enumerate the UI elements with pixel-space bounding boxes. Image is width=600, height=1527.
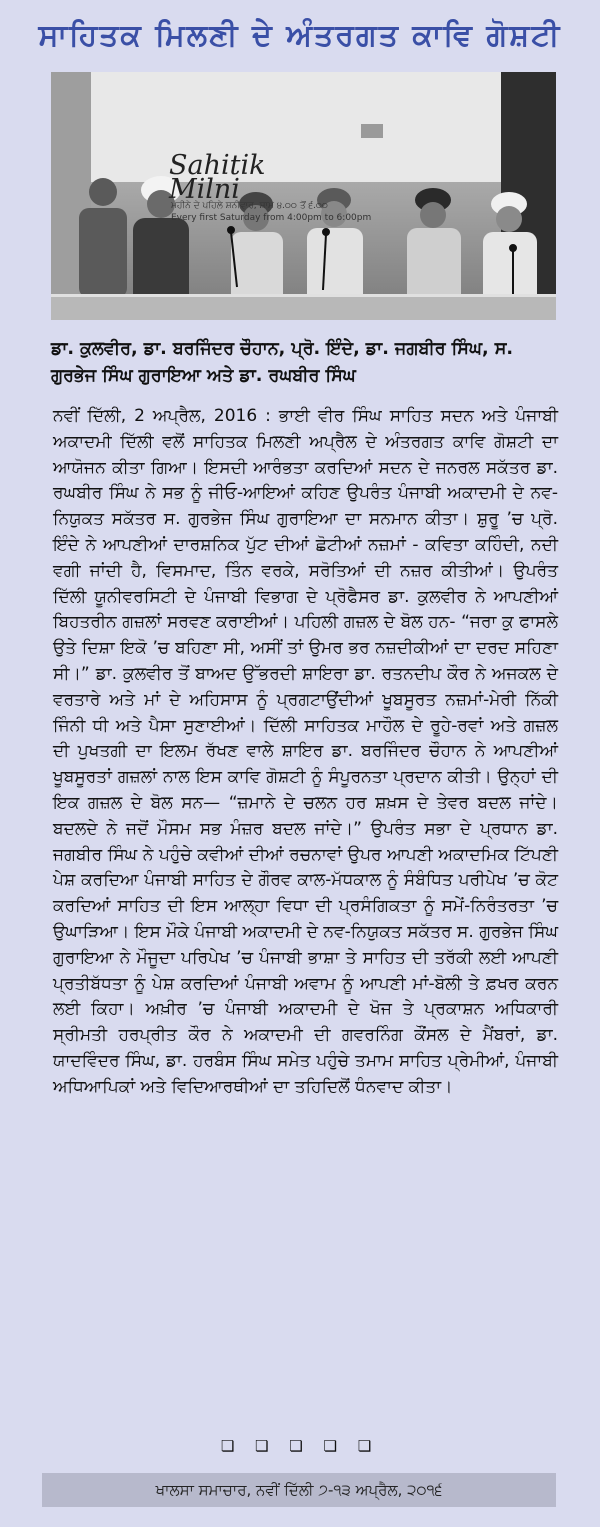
article-body bbox=[53, 404, 558, 1101]
article-text: ਭਾਈ ਵੀਰ ਸਿੰਘ ਸਾਹਿਤ ਸਦਨ ਅਤੇ ਪੰਜਾਬੀ ਅਕਾਦਮੀ ਦਿੱਲੀ ਵਲੋਂ ਸਾਹਿਤਕ ਮਿਲਣੀ ਅਪ੍ਰੈਲ ਦੇ ਅੰਤਰਗਤ ਕਾਵਿ ਗੋਸ਼ਟੀ ਦਾ ਆਯੋਜਨ ਕੀਤਾ ਗਿਆ। ਇਸਦੀ ਆਰੰਭਤਾ ਕਰਦਿਆਂ ਸਦਨ ਦੇ ਜਨਰਲ ਸਕੱਤਰ ਡਾ. ਰਘਬੀਰ ਸਿੰਘ ਨੇ ਸਭ ਨੂੰ ਜੀਓ-ਆਇਆਂ ਕਹਿਣ ਉਪਰੰਤ ਪੰਜਾਬੀ ਅਕਾਦਮੀ ਦੇ ਨਵ-ਨਿਯੁਕਤ ਸਕੱਤਰ ਸ. ਗੁਰਭੇਜ ਸਿੰਘ ਗੁਰਾਇਆ ਦਾ ਸਨਮਾਨ ਕੀਤਾ। ਸ਼ੁਰੂ ’ਚ ਪ੍ਰੋ. ਇੰਦੇ ਨੇ ਆਪਣੀਆਂ ਦਾਰਸ਼ਨਿਕ ਪੁੱਟ ਦੀਆਂ ਛੋਟੀਆਂ ਨਜ਼ਮਾਂ - ਕਵਿਤਾ ਕਹਿੰਦੀ, ਨਦੀ ਵਗੀ ਜਾਂਦੀ ਹੈ, ਵਿਸਮਾਦ, ਤਿੰਨ ਵਰਕੇ, ਸਰੋਤਿਆਂ ਦੀ ਨਜ਼ਰ ਕੀਤੀਆਂ। ਉਪਰੰਤ ਦਿੱਲੀ ਯੂਨੀਵਰਸਿਟੀ ਦੇ ਪੰਜਾਬੀ ਵਿਭਾਗ ਦੇ ਪ੍ਰੋਫੈਸਰ ਡਾ. ਕੁਲਵੀਰ ਨੇ ਆਪਣੀਆਂ ਬਿਹਤਰੀਨ ਗਜ਼ਲਾਂ ਸਰਵਣ ਕਰਾਈਆਂ। ਪਹਿਲੀ ਗਜ਼ਲ ਦੇ ਬੋਲ ਹਨ- “ਜਰਾ ਕੁ ਫਾਸਲੇ ਉਤੇ ਦਿਸ਼ਾ ਇਕੋ ’ਚ ਬਹਿਣਾ ਸੀ, ਅਸੀਂ ਤਾਂ ਉਮਰ ਭਰ ਨਜ਼ਦੀਕੀਆਂ ਦਾ ਦਰਦ ਸਹਿਣਾ ਸੀ।” ਡਾ. ਕੁਲਵੀਰ ਤੋਂ ਬਾਅਦ ਉੱਭਰਦੀ ਸ਼ਾਇਰਾ ਡਾ. ਰਤਨਦੀਪ ਕੌਰ ਨੇ ਅਜਕਲ ਦੇ ਵਰਤਾਰੇ ਅਤੇ ਮਾਂ ਦੇ ਅਹਿਸਾਸ ਨੂੰ ਪ੍ਰਗਟਾਉਂਦੀਆਂ ਖੂਬਸੂਰਤ ਨਜ਼ਮਾਂ-ਮੇਰੀ ਨਿੱਕੀ ਜਿੰਨੀ ਧੀ ਅਤੇ ਪੈਸਾ ਸੁਣਾਈਆਂ। ਦਿੱਲੀ ਸਾਹਿਤਕ ਮਾਹੌਲ ਦੇ ਰੂਹੇ-ਰਵਾਂ ਅਤੇ ਗਜ਼ਲ ਦੀ ਪੁਖਤਗੀ ਦਾ ਇਲਮ ਰੱਖਣ ਵਾਲੇ ਸ਼ਾਇਰ ਡਾ. ਬਰਜਿੰਦਰ ਚੌਹਾਨ ਨੇ ਆਪਣੀਆਂ ਖੂਬਸੂਰਤਾਂ ਗਜ਼ਲਾਂ ਨਾਲ ਇਸ ਕਾਵਿ ਗੋਸ਼ਟੀ ਨੂੰ ਸੰਪੂਰਨਤਾ ਪ੍ਰਦਾਨ ਕੀਤੀ। ਉਨ੍ਹਾਂ ਦੀ ਇਕ ਗਜ਼ਲ ਦੇ ਬੋਲ ਸਨ— “ਜ਼ਮਾਨੇ ਦੇ ਚਲਨ ਹਰ ਸ਼ਖ਼ਸ ਦੇ ਤੇਵਰ ਬਦਲ ਜਾਂਦੇ। ਬਦਲਦੇ ਨੇ ਜਦੋਂ ਮੌਸਮ ਸਭ ਮੰਜ਼ਰ ਬਦਲ ਜਾਂਦੇ।” ਉਪਰੰਤ ਸਭਾ ਦੇ ਪ੍ਰਧਾਨ ਡਾ. ਜਗਬੀਰ ਸਿੰਘ ਨੇ ਪਹੁੰਚੇ ਕਵੀਆਂ ਦੀਆਂ ਰਚਨਾਵਾਂ ਉਪਰ ਆਪਣੀ ਅਕਾਦਮਿਕ ਟਿੱਪਣੀ ਪੇਸ਼ ਕਰਦਿਆ ਪੰਜਾਬੀ ਸਾਹਿਤ ਦੇ ਗੌਰਵ ਕਾਲ-ਮੱਧਕਾਲ ਨੂੰ ਸੰਬੰਧਿਤ ਪਰੀਪੇਖ ’ਚ ਕੋਟ ਕਰਦਿਆਂ ਸਾਹਿਤ ਦੀ ਇਸ ਆਲ੍ਹਾ ਵਿਧਾ ਦੀ ਪ੍ਰਸੰਗਿਕਤਾ ਨੂੰ ਸਮੇਂ-ਨਿਰੰਤਰਤਾ ’ਚ ਉਘਾੜਿਆ। ਇਸ ਮੌਕੇ ਪੰਜਾਬੀ ਅਕਾਦਮੀ ਦੇ ਨਵ-ਨਿਯੁਕਤ ਸਕੱਤਰ ਸ. ਗੁਰਭੇਜ ਸਿੰਘ ਗੁਰਾਇਆ ਨੇ ਮੌਜੂਦਾ ਪਰਿਪੇਖ ’ਚ ਪੰਜਾਬੀ ਭਾਸ਼ਾ ਤੇ ਸਾਹਿਤ ਦੀ ਤਰੱਕੀ ਲਈ ਆਪਣੀ ਪ੍ਰਤੀਬੱਧਤਾ ਨੂੰ ਪੇਸ਼ ਕਰਦਿਆਂ ਪੰਜਾਬੀ ਅਵਾਮ ਨੂੰ ਆਪਣੀ ਮਾਂ-ਬੋਲੀ ਤੇ ਫ਼ਖਰ ਕਰਨ ਲਈ ਕਿਹਾ। ਅਖ਼ੀਰ ’ਚ ਪੰਜਾਬੀ ਅਕਾਦਮੀ ਦੇ ਖੋਜ ਤੇ ਪ੍ਰਕਾਸ਼ਨ ਅਧਿਕਾਰੀ ਸ੍ਰੀਮਤੀ ਹਰਪ੍ਰੀਤ ਕੌਰ ਨੇ ਅਕਾਦਮੀ ਦੀ ਗਵਰਨਿੰਗ ਕੌਂਸਲ ਦੇ ਮੈਂਬਰਾਂ, ਡਾ. ਯਾਦਵਿੰਦਰ ਸਿੰਘ, ਡਾ. ਹਰਬੰਸ ਸਿੰਘ ਸਮੇਤ ਪਹੁੰਚੇ ਤਮਾਮ ਸਾਹਿਤ ਪ੍ਰੇਮੀਆਂ, ਪੰਜਾਬੀ ਅਧਿਆਪਿਕਾਂ ਅਤੇ ਵਿਦਿਆਰਥੀਆਂ ਦਾ ਤਹਿਦਿਲੋਂ ਧੰਨਵਾਦ ਕੀਤਾ। bbox=[53, 406, 558, 1097]
event-photo bbox=[51, 72, 556, 320]
photo-caption: ਡਾ. ਕੁਲਵੀਰ, ਡਾ. ਬਰਜਿੰਦਰ ਚੌਹਾਨ, ਪ੍ਰੋ. ਇੰਦੇ, ਡਾ. ਜਗਬੀਰ ਸਿੰਘ, ਸ. ਗੁਰਭੇਜ ਸਿੰਘ ਗੁਰਾਇਆ ਅਤੇ ਡਾ. ਰਘਬੀਰ ਸਿੰਘ bbox=[51, 339, 514, 386]
banner-title-line1: Sahitik bbox=[169, 150, 266, 181]
article-dateline: ਨਵੀਂ ਦਿੱਲੀ, 2 ਅਪ੍ਰੈਲ, 2016 : bbox=[53, 406, 271, 426]
footer-source: ਖਾਲਸਾ ਸਮਾਚਾਰ, ਨਵੀਂ ਦਿੱਲੀ ੭-੧੩ ਅਪ੍ਰੈਲ, ੨੦੧੬ bbox=[42, 1473, 556, 1507]
banner-subtitle bbox=[171, 200, 371, 224]
banner-title-line2: Milni bbox=[169, 174, 240, 205]
banner-title bbox=[169, 150, 266, 205]
headline: ਸਾਹਿਤਕ ਮਿਲਣੀ ਦੇ ਅੰਤਰਗਤ ਕਾਵਿ ਗੋਸ਼ਟੀ bbox=[38, 18, 562, 53]
banner-subtitle-punjabi: ਮਹੀਨੇ ਦੇ ਪਹਿਲੇ ਸ਼ਨੀਵਾਰ, ਸ਼ਾਮ ੪.੦੦ ਤੋਂ ੬.੦੦ bbox=[171, 201, 328, 211]
end-ornaments: ❏ ❏ ❏ ❏ ❏ bbox=[220, 1437, 380, 1455]
banner-subtitle-english: Every first Saturday from 4:00pm to 6:00pm bbox=[171, 213, 372, 223]
